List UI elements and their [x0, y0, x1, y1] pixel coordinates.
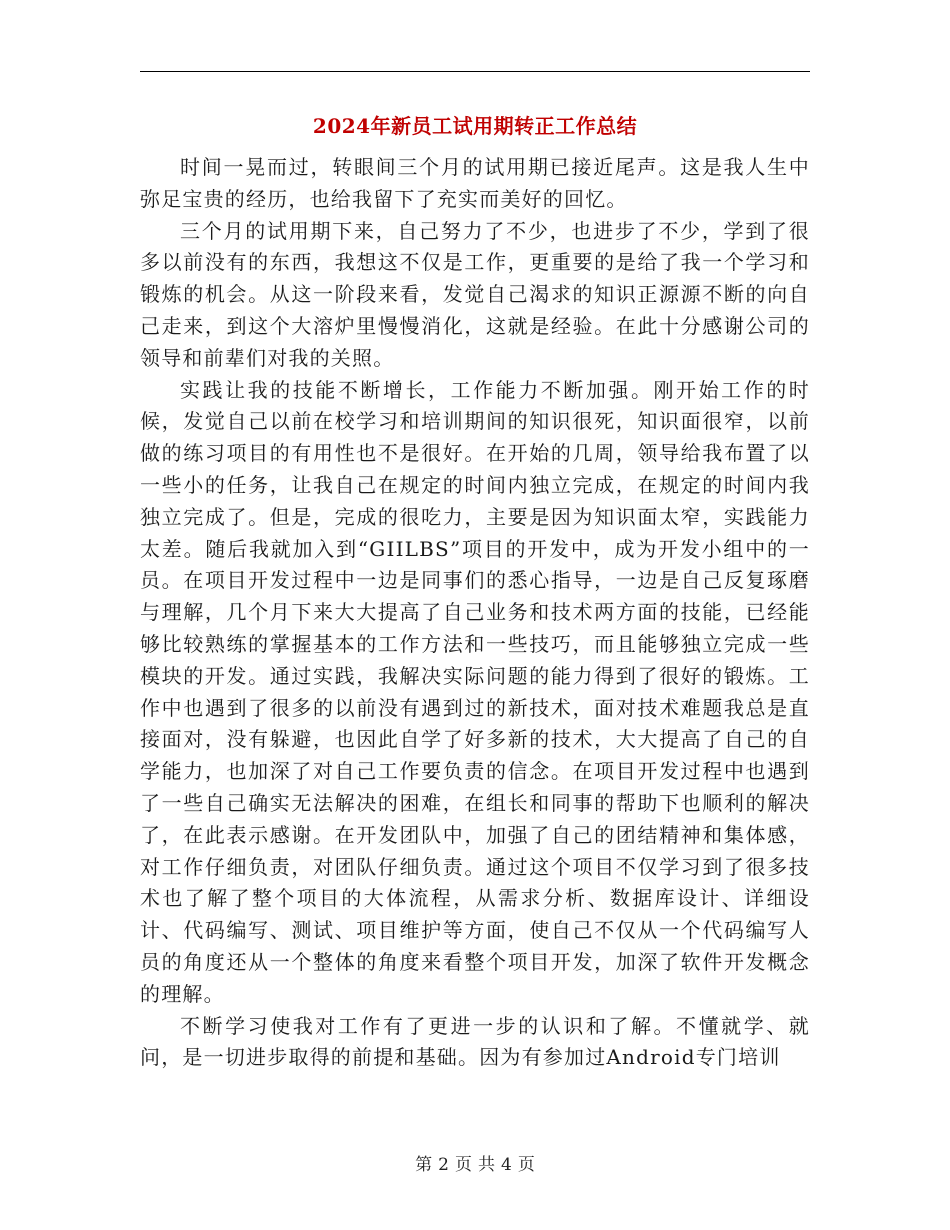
footer-page-number: 2 [438, 1155, 449, 1175]
header-rule [140, 71, 810, 72]
page-footer [0, 1153, 950, 1177]
paragraph-1: 时间一晃而过，转眼间三个月的试用期已接近尾声。这是我人生中弥足宝贵的经历，也给我留下了充实而美好的回忆。 [140, 155, 810, 211]
footer-total-prefix: 共 [478, 1155, 495, 1175]
document-title: 2024年新员工试用期转正工作总结 [312, 114, 638, 138]
document-body [140, 152, 810, 1074]
footer-prefix: 第 [415, 1155, 433, 1175]
paragraph-2: 三个月的试用期下来，自己努力了不少，也进步了不少，学到了很多以前没有的东西，我想这不仅是工作，更重要的是给了我一个学习和锻炼的机会。从这一阶段来看，发觉自己渴求的知识正源源不断的向自己走来，到这个大溶炉里慢慢消化，这就是经验。在此十分感谢公司的领导和前辈们对我的关照。 [140, 218, 810, 370]
footer-page-unit: 页 [455, 1155, 472, 1175]
paragraph-3: 实践让我的技能不断增长，工作能力不断加强。刚开始工作的时候，发觉自己以前在校学习和培训期间的知识很死，知识面很窄，以前做的练习项目的有用性也不是很好。在开始的几周，领导给我布置了以一些小的任务，让我自己在规定的时间内独立完成，在规定的时间内我独立完成了。但是，完成的很吃力，主要是因为知识面太窄，实践能力太差。随后我就加入到“GIILBS”项目的开发中，成为开发小组中的一员。在项目开发过程中一边是同事们的悉心指导，一边是自己反复琢磨与理解，几个月下来大大提高了自己业务和技术两方面的技能，已经能够比较熟练的掌握基本的工作方法和一些技巧，而且能够独立完成一些模块的开发。通过实践，我解决实际问题的能力得到了很好的锻炼。工作中也遇到了很多的以前没有遇到过的新技术，面对技术难题我总是直接面对，没有躲避，也因此自学了好多新的技术，大大提高了自己的自学能力，也加深了对自己工作要负责的信念。在项目开发过程中也遇到了一些自己确实无法解决的困难，在组长和同事的帮助下也顺利的解决了，在此表示感谢。在开发团队中，加强了自己的团结精神和集体感，对工作仔细负责，对团队仔细负责。通过这个项目不仅学习到了很多技术也了解了整个项目的大体流程，从需求分析、数据库设计、详细设计、代码编写、测试、项目维护等方面，使自己不仅从一个代码编写人员的角度还从一个整体的角度来看整个项目开发，加深了软件开发概念的理解。 [140, 377, 810, 1006]
footer-total-unit: 页 [517, 1155, 535, 1175]
paragraph-4: 不断学习使我对工作有了更进一步的认识和了解。不懂就学、就问，是一切进步取得的前提和基础。因为有参加过Android专门培训 [140, 1013, 810, 1070]
footer-total-pages: 4 [501, 1155, 512, 1175]
